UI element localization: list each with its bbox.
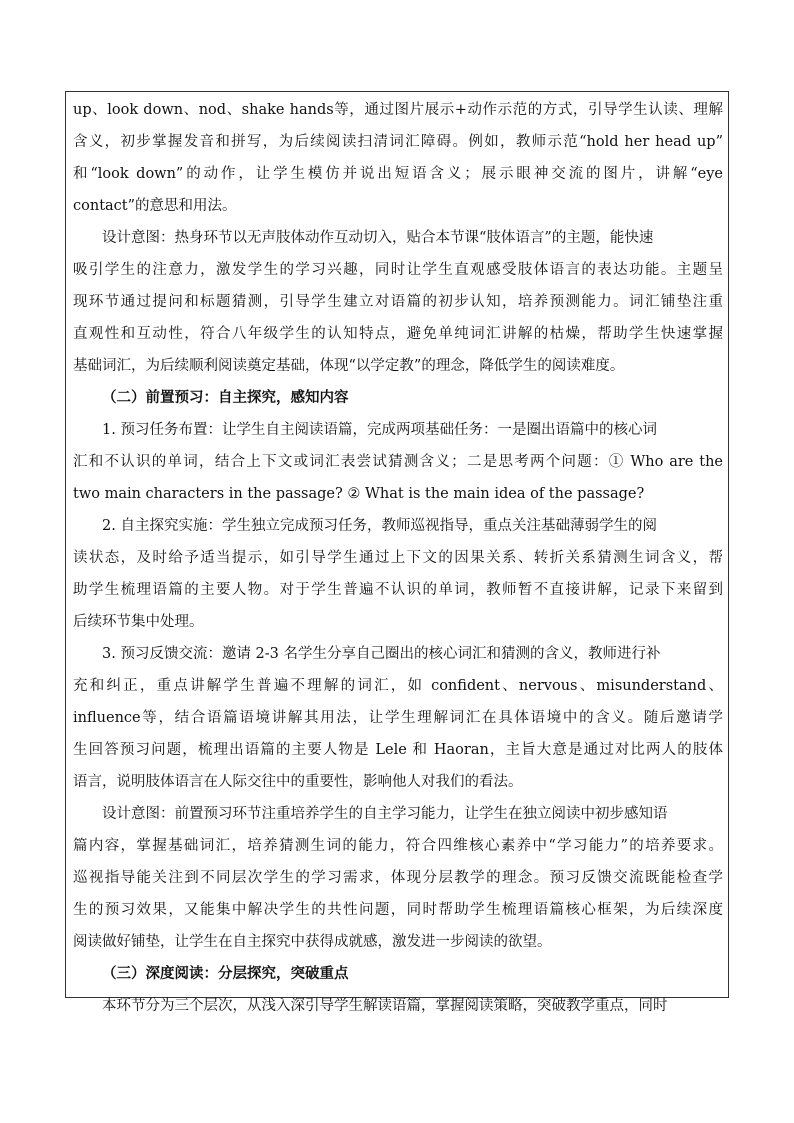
paragraph-line: 设计意图：热身环节以无声肢体动作互动切入，贴合本节课“肢体语言”的主题，能快速 [102,230,654,246]
paragraph-line: contact”的意思和用法。 [73,198,237,214]
paragraph-line: 阅读做好铺垫，让学生在自主探究中获得成就感，激发进一步阅读的欲望。 [73,934,552,950]
paragraph-line: 后续环节集中处理。 [73,614,204,630]
paragraph-line: 和“look down”的动作，让学生模仿并说出短语含义；展示眼神交流的图片，讲解“eye [73,166,723,182]
paragraph-line: 充和纠正，重点讲解学生普遍不理解的词汇，如 confident、nervous、misunderstand、 [73,678,723,694]
paragraph-line: 读状态，及时给予适当提示，如引导学生通过上下文的因果关系、转折关系猜测生词含义，帮 [73,550,723,566]
paragraph-line: 设计意图：前置预习环节注重培养学生的自主学习能力，让学生在独立阅读中初步感知语 [102,806,668,822]
paragraph-line: 语言，说明肢体语言在人际交往中的重要性，影响他人对我们的看法。 [73,774,523,790]
paragraph-line: 含义，初步掌握发音和拼写，为后续阅读扫清词汇障碍。例如，教师示范“hold her head up” [73,134,723,150]
paragraph-line: 直观性和互动性，符合八年级学生的认知特点，避免单纯词汇讲解的枯燥，帮助学生快速掌握 [73,326,723,342]
paragraph-line: 本环节分为三个层次，从浅入深引导学生解读语篇，掌握阅读策略，突破教学重点，同时 [102,998,668,1014]
paragraph-line: 汇和不认识的单词，结合上下文或词汇表尝试猜测含义；二是思考两个问题：① Who are the [73,454,723,470]
paragraph-line: 2. 自主探究实施：学生独立完成预习任务，教师巡视指导，重点关注基础薄弱学生的阅 [102,518,657,534]
paragraph-line: 篇内容，掌握基础词汇，培养猜测生词的能力，符合四维核心素养中“学习能力”的培养要求。 [73,838,723,854]
paragraph-line: influence等，结合语篇语境讲解其用法，让学生理解词汇在具体语境中的含义。随后邀请学 [73,710,723,726]
paragraph-line: 1. 预习任务布置：让学生自主阅读语篇，完成两项基础任务：一是圈出语篇中的核心词 [102,422,657,438]
paragraph-line: 生回答预习问题，梳理出语篇的主要人物是 Lele 和 Haoran，主旨大意是通过对比两人的肢体 [73,742,723,758]
paragraph-line: 3. 预习反馈交流：邀请 2-3 名学生分享自己圈出的核心词汇和猜测的含义，教师进行补 [102,646,661,662]
paragraph-line: 生的预习效果，又能集中解决学生的共性问题，同时帮助学生梳理语篇核心框架，为后续深度 [73,902,723,918]
paragraph-line: 基础词汇，为后续顺利阅读奠定基础，体现“以学定教”的理念，降低学生的阅读难度。 [73,358,625,374]
paragraph-line: 吸引学生的注意力，激发学生的学习兴趣，同时让学生直观感受肢体语言的表达功能。主题呈 [73,262,723,278]
paragraph-line: 巡视指导能关注到不同层次学生的学习需求，体现分层教学的理念。预习反馈交流既能检查学 [73,870,723,886]
document-body [73,94,723,1022]
lesson-plan-table-cell [65,91,729,1014]
paragraph-line: two main characters in the passage? ② What is the main idea of the passage? [73,486,645,502]
paragraph-line: 现环节通过提问和标题猜测，引导学生建立对语篇的初步认知，培养预测能力。词汇铺垫注重 [73,294,723,310]
section-heading: （二）前置预习：自主探究，感知内容 [102,389,349,406]
section-heading: （三）深度阅读：分层探究，突破重点 [102,965,349,982]
paragraph-line: 助学生梳理语篇的主要人物。对于学生普遍不认识的单词，教师暂不直接讲解，记录下来留到 [73,582,723,598]
paragraph-line: up、look down、nod、shake hands等，通过图片展示+动作示范的方式，引导学生认读、理解 [73,102,723,118]
